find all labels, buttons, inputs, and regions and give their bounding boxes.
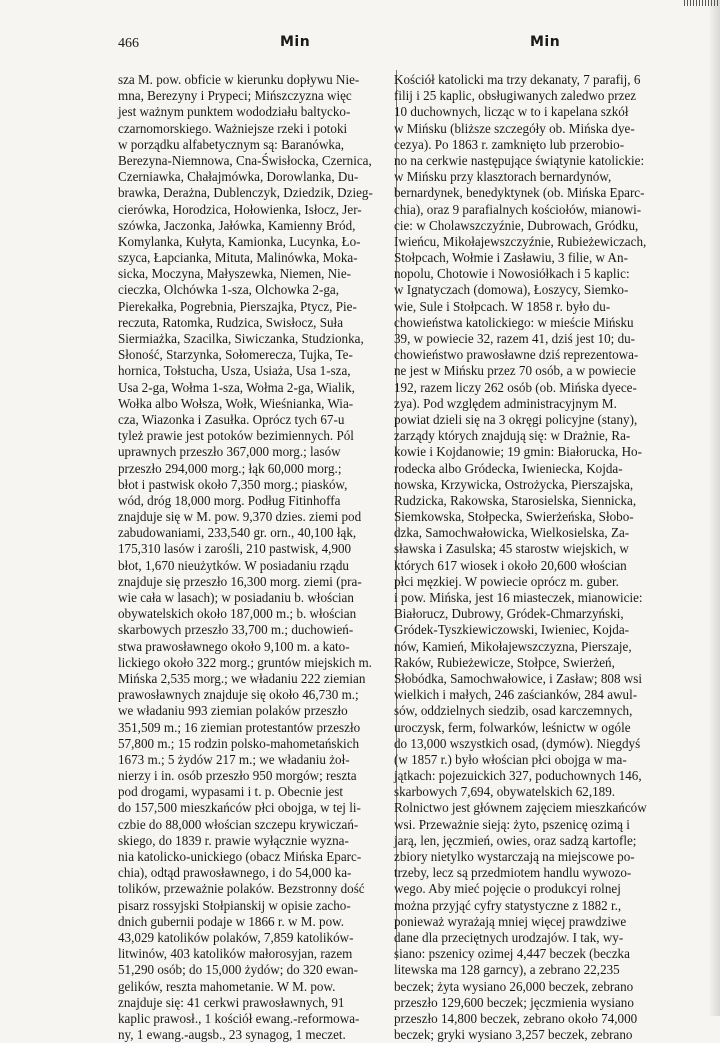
text-line: beczek; żyta wysiano 26,000 beczek, zebrano	[394, 978, 634, 994]
text-line: gelików, reszta mahometanie. W M. pow.	[118, 978, 336, 994]
text-line: jarą, len, jęczmień, owies, oraz sadzą kartofle;	[394, 832, 637, 848]
text-line: kowie i Kojdanowie; 19 gmin: Białorucka, Ho-	[394, 444, 642, 460]
text-line: 39, w powiecie 32, razem 41, dziś jest 10; du-	[394, 331, 636, 346]
text-line: 10 duchownych, licząc w to i kapelana szkół	[394, 104, 629, 120]
text-line: sicka, Moczyna, Małyszewka, Niemen, Nie-	[118, 266, 352, 282]
text-line: wód, dróg 18,000 morg. Podług Fitinhoffa	[118, 492, 341, 508]
text-line: ny, 1 ewang.-augsb., 23 synagog, 1 meczet.	[118, 1027, 346, 1043]
text-line: zbiory nietylko wystarczają na miejscowe po-	[394, 849, 635, 864]
right-column	[394, 72, 676, 1043]
text-line: wie, Sule i Stołpcach. W 1858 r. było du-	[394, 298, 611, 314]
text-line: w Mińsku (bliższe szczegóły ob. Mińska dye-	[394, 120, 635, 136]
text-line: nowska, Krzywicka, Ostrożycka, Pierszajska,	[394, 476, 634, 492]
text-line: 351,509 m.; 16 ziemian protestantów przeszło	[118, 719, 361, 735]
text-line: reczuta, Ratomka, Rudzica, Swisłocz, Suła	[118, 314, 344, 330]
text-line: do 13,000 wszystkich osad, (dymów). Niegdyś	[394, 735, 641, 751]
text-line: 175,310 lasów i zarośli, 210 pastwisk, 4,900	[118, 541, 352, 557]
text-line: cierówka, Horodzica, Hołowienka, Isłocz, Jer-	[118, 201, 362, 217]
text-line: mna, Berezyny i Prypeci; Mińszczyzna więc	[118, 88, 352, 104]
text-line: cezya). Po 1863 r. zamknięto lub przerobio-	[394, 136, 625, 152]
text-line: zabudowaniami, 233,540 gr. orn., 40,100 łąk,	[118, 525, 357, 541]
text-line: siano: pszenicy ozimej 4,447 beczek (beczka	[394, 946, 630, 962]
text-line: można przyjąć cyfry statystyczne z 1882 r.,	[394, 897, 622, 913]
text-line: Rolnictwo jest głównem zajęciem mieszkańców	[394, 800, 647, 816]
text-line: skiego, do 1839 r. prawie wyłącznie wyzna-	[118, 832, 349, 848]
text-line: chowieństwo prawosławne dziś reprezentowa-	[394, 347, 639, 363]
text-line: prawosławnych znajduje się około 46,730 m.;	[118, 687, 359, 703]
text-line: uroczysk, ferm, folwarków, leśnictw w ogóle	[394, 719, 631, 735]
text-line: szyca, Łapcianka, Mituta, Malinówka, Moka-	[118, 250, 358, 266]
text-line: Białorucz, Dubrowy, Gródek-Chmarzyński,	[394, 606, 624, 622]
text-line: hornica, Tołstucha, Usza, Usiaża, Usa 1-sza,	[118, 363, 351, 379]
text-line: w Mińsku przy klasztorach bernardynów,	[394, 169, 612, 185]
text-line: dnich gubernii podaje w 1866 r. w M. pow.	[118, 913, 345, 929]
text-line: chia), odtąd prawosławnego, i do 54,000 ka-	[118, 865, 352, 881]
text-line: powiat dzieli się na 3 okręgi policyjne (stany),	[394, 411, 638, 427]
text-line: znajduje się w M. pow. 9,370 dzies. ziemi pod	[118, 509, 362, 525]
text-line: nów, Kamień, Mikołajewszczyzna, Pierszaje,	[394, 638, 632, 654]
text-line: sów, oddzielnych siedzib, osad karczemnych,	[394, 703, 633, 719]
text-line: Komylanka, Kułyta, Kamionka, Lucynka, Ło-	[118, 233, 361, 249]
text-line: szówka, Jaczonka, Jałówka, Kamienny Bród,	[118, 217, 356, 233]
text-line: Usa 2-ga, Wołma 1-sza, Wołma 2-ga, Wialik,	[118, 379, 355, 395]
text-line: filij i 25 kaplic, obsługiwanych zaledwo przez	[394, 88, 637, 104]
text-line: przeszło 14,800 beczek, zebrano około 74,000	[394, 1010, 638, 1026]
text-line: tyleż prawie jest potoków bezimiennych. Pól	[118, 428, 354, 444]
corner-mark	[684, 0, 720, 6]
text-line: Słoność, Starzynka, Sołomerecza, Tujka, Te-	[118, 347, 353, 363]
text-line: znajduje się: 41 cerkwi prawosławnych, 91	[118, 994, 345, 1010]
text-line: sza M. pow. obficie w kierunku dopływu Nie-	[118, 72, 360, 87]
text-line: 43,029 katolików polaków, 7,859 katolików-	[118, 929, 354, 945]
text-line: brawka, Derażna, Dublenczyk, Dziedzik, Dzieg-	[118, 185, 373, 201]
text-line: czbie do 88,000 włościan szczepu krywiczań-	[118, 816, 359, 832]
text-line: chia), oraz 9 parafialnych kościołów, mianowi-	[394, 201, 642, 217]
text-line: i pow. Mińska, jest 16 miasteczek, mianowicie:	[394, 590, 643, 605]
text-line: zarządy których znajdują się: w Drażnie, Ra-	[394, 428, 631, 444]
text-line: uprawnych przeszło 367,000 morg.; lasów	[118, 444, 341, 460]
text-line: beczek; gryki wysiano 3,257 beczek, zebrano	[394, 1027, 633, 1043]
text-line: 1673 m.; 5 żydów 217 m.; we władaniu żoł-	[118, 751, 350, 767]
text-line: dzka, Samochwałowicka, Wielkosielska, Za-	[394, 525, 630, 541]
text-line: Mińska 2,535 morg.; we władaniu 222 ziemian	[118, 670, 366, 686]
text-line: Czerniawka, Chałajmówka, Dorowlanka, Du-	[118, 169, 359, 185]
text-line: sławska i Zasulska; 45 starostw wiejskich, w	[394, 541, 629, 557]
text-line: we władaniu 993 ziemian polaków przeszło	[118, 703, 348, 719]
text-line: nopolu, Chotowie i Nowosiółkach i 5 kaplic:	[394, 266, 630, 282]
text-line: do 157,500 mieszkańców płci obojga, w tej li-	[118, 800, 361, 816]
text-line: Siemkowska, Stołpecka, Swierżeńska, Słobo-	[394, 509, 634, 525]
text-line: pisarz rossyjski Stołpianskij w opisie zacho-	[118, 897, 351, 913]
text-line: płci męzkiej. W powiecie oprócz m. guber.	[394, 573, 619, 589]
text-line: rodecka albo Gródecka, Iwieniecka, Kojda-	[394, 460, 623, 476]
text-line: 57,800 m.; 15 rodzin polsko-mahometańskich	[118, 735, 360, 751]
text-line: skarbowych 7,694, obywatelskich 62,189.	[394, 784, 616, 800]
text-line: Słobódka, Samochwałowice, i Zasław; 808 wsi	[394, 670, 642, 686]
text-line: 51,290 osób; do 15,000 żydów; do 320 ewan-	[118, 962, 359, 978]
text-line: ponieważ wyrażają mniej więcej prawdziwe	[394, 913, 627, 929]
text-line: stwa prawosławnego około 9,100 m. a kato-	[118, 638, 350, 654]
running-head-left: Min	[280, 34, 311, 50]
text-line: Pierekałka, Pogrebnia, Pierszajka, Ptycz, Pie-	[118, 298, 357, 314]
text-line: czarnomorskiego. Ważniejsze rzeki i potoki	[118, 120, 348, 136]
text-line: skarbowych przeszło 33,700 m.; duchowień-	[118, 622, 354, 638]
text-line: Stołpcach, Wołmie i Zasławiu, 3 filie, w An-	[394, 250, 628, 266]
left-column	[118, 72, 400, 1043]
text-line: zya). Pod względem administracyjnym M.	[394, 395, 617, 411]
text-line: błot, 1,670 nieużytków. W posiadaniu rządu	[118, 557, 349, 573]
text-line: obywatelskich około 187,000 m.; b. włościan	[118, 606, 357, 622]
text-line: wsi. Przeważnie sieją: żyto, pszenicę ozimą i	[394, 816, 630, 832]
text-line: nierzy i in. osób przeszło 950 morgów; reszta	[118, 768, 357, 784]
text-line: wego. Aby mieć pojęcie o produkcyi rolnej	[394, 881, 621, 897]
page-number: 466	[118, 36, 139, 51]
text-line: cieczka, Olchówka 1-sza, Olchowka 2-ga,	[118, 282, 339, 298]
text-line: 192, razem liczy 262 osób (ob. Mińska dyece-	[394, 379, 637, 395]
text-line: w porządku alfabetycznym są: Baranówka,	[118, 136, 345, 152]
text-line: cie: w Cholawszczyźnie, Dubrowach, Gródku,	[394, 217, 639, 233]
scan-edge	[708, 0, 720, 1016]
text-line: Raków, Rubieżewicze, Stołpce, Swierżeń,	[394, 654, 615, 670]
text-line: litewska ma 128 garncy), a zebrano 22,235	[394, 962, 620, 978]
text-line: (w 1857 r.) było włościan płci obojga w ma-	[394, 751, 627, 767]
running-head-right: Min	[530, 34, 561, 50]
text-line: chowieństwa katolickiego: w mieście Mińsku	[394, 314, 634, 330]
text-line: przeszło 129,600 beczek; jęczmienia wysiano	[394, 994, 634, 1010]
text-line: Kościół katolicki ma trzy dekanaty, 7 parafij, 6	[394, 72, 641, 87]
text-line: pod drogami, wypasami i t. p. Obecnie jest	[118, 784, 344, 800]
text-line: Wołka albo Wołsza, Wołk, Wieśnianka, Wia-	[118, 395, 354, 411]
text-line: wielkich i małych, 246 zaścianków, 284 awul-	[394, 687, 638, 703]
text-line: no na cerkwie następujące świątynie katolickie:	[394, 152, 645, 168]
text-line: litwinów, 403 katolików małorosyjan, razem	[118, 946, 353, 962]
text-line: w Ignatyczach (domowa), Łoszycy, Siemko-	[394, 282, 629, 298]
text-line: Berezyna-Niemnowa, Cna-Świsłocka, Czernica,	[118, 152, 372, 168]
text-line: tolików, przeważnie polaków. Bezstronny dość	[118, 881, 365, 897]
text-line: przeszło 294,000 morg.; łąk 60,000 morg.;	[118, 460, 342, 476]
text-line: bernardynek, benedyktynek (ob. Mińska Eparc-	[394, 185, 645, 201]
text-line: jątkach: pojezuickich 327, poduchownych 146,	[394, 768, 642, 784]
text-line: kaplic prawosł., 1 kościół ewang.-reformowa-	[118, 1010, 360, 1026]
text-line: dane dla przeciętnych urodzajów. I tak, wy-	[394, 929, 624, 945]
text-line: Siermiażka, Szacilka, Siwiczanka, Studzionka,	[118, 331, 364, 346]
text-line: których 617 wiosek i około 20,600 włościan	[394, 557, 627, 573]
text-line: cza, Wiazonka i Zasułka. Oprócz tych 67-u	[118, 411, 345, 427]
text-line: ne jest w Mińsku przez 70 osób, a w powiecie	[394, 363, 636, 379]
text-line: jest ważnym punktem wododziału baltycko-	[118, 104, 351, 120]
text-line: Gródek-Tyszkiewiczowski, Iwieniec, Kojda-	[394, 622, 630, 638]
text-line: wie cała w lasach); w posiadaniu b. włościan	[118, 590, 354, 605]
text-line: Rudzicka, Rakowska, Starosielska, Siennicka,	[394, 492, 637, 508]
text-line: błot i pastwisk około 7,350 morg.; piasków,	[118, 476, 348, 492]
text-line: znajduje się przeszło 16,300 morg. ziemi (pra-	[118, 573, 362, 589]
text-line: trzeby, lecz są przedmiotem handlu wywozo-	[394, 865, 632, 881]
text-line: lickiego około 322 morg.; gruntów miejskich m.	[118, 654, 372, 670]
text-line: nia katolicko-unickiego (obacz Mińska Eparc-	[118, 849, 362, 864]
text-line: Iwieńcu, Mikołajewszczyźnie, Rubieżewiczach,	[394, 233, 647, 249]
page-header	[118, 34, 690, 54]
